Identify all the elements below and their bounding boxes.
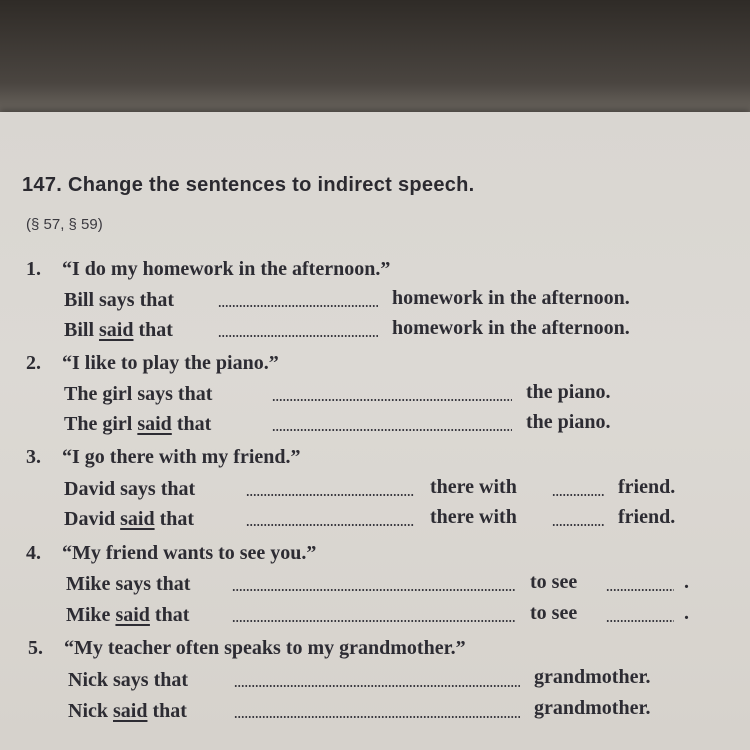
answer-blank[interactable] [552, 524, 604, 526]
answer-blank[interactable] [218, 305, 378, 307]
answer-line-tail: the piano. [526, 381, 611, 403]
item-number: 4. [26, 542, 41, 564]
answer-line-label: David says that [64, 478, 196, 500]
answer-line-label: The girl said that [64, 413, 212, 435]
answer-blank[interactable] [232, 589, 516, 591]
answer-blank[interactable] [552, 494, 604, 496]
answer-line-label: Bill says that [64, 289, 175, 311]
item-quote: “My teacher often speaks to my grandmother.” [64, 637, 466, 659]
item-quote: “My friend wants to see you.” [62, 542, 317, 564]
answer-blank[interactable] [246, 494, 414, 496]
answer-line-tail: there with [430, 506, 517, 528]
answer-blank[interactable] [272, 399, 512, 401]
exercise-title: 147. Change the sentences to indirect speech. [22, 174, 475, 196]
answer-line-label: Bill said that [64, 319, 173, 341]
answer-line-label: The girl says that [64, 383, 213, 405]
answer-line-tail: homework in the afternoon. [392, 317, 630, 339]
answer-line-label: Nick said that [68, 700, 187, 722]
answer-line-tail: grandmother. [534, 666, 651, 688]
item-number: 5. [28, 637, 43, 659]
item-quote: “I go there with my friend.” [62, 446, 301, 468]
answer-line-tail: . [684, 602, 689, 624]
answer-line-label: Mike said that [66, 604, 190, 626]
answer-blank[interactable] [246, 524, 414, 526]
answer-line-tail: . [684, 571, 689, 593]
answer-line-tail: homework in the afternoon. [392, 287, 630, 309]
grammar-references: (§ 57, § 59) [26, 216, 103, 233]
item-number: 3. [26, 446, 41, 468]
answer-line-tail: the piano. [526, 411, 611, 433]
answer-line-label: Nick says that [68, 669, 189, 691]
answer-line-tail: to see [530, 602, 578, 624]
item-number: 1. [26, 258, 41, 280]
answer-blank[interactable] [606, 620, 674, 622]
answer-line-tail: friend. [618, 476, 676, 498]
item-quote: “I do my homework in the afternoon.” [62, 258, 391, 280]
answer-blank[interactable] [234, 685, 520, 687]
answer-blank[interactable] [218, 335, 378, 337]
answer-line-tail: grandmother. [534, 697, 651, 719]
background-shadow [0, 0, 750, 118]
answer-blank[interactable] [606, 589, 674, 591]
answer-line-tail: there with [430, 476, 517, 498]
answer-line-tail: friend. [618, 506, 676, 528]
answer-blank[interactable] [232, 620, 516, 622]
answer-blank[interactable] [272, 429, 512, 431]
item-quote: “I like to play the piano.” [62, 352, 279, 374]
answer-line-label: Mike says that [66, 573, 191, 595]
item-number: 2. [26, 352, 41, 374]
answer-blank[interactable] [234, 716, 520, 718]
answer-line-label: David said that [64, 508, 195, 530]
answer-line-tail: to see [530, 571, 578, 593]
